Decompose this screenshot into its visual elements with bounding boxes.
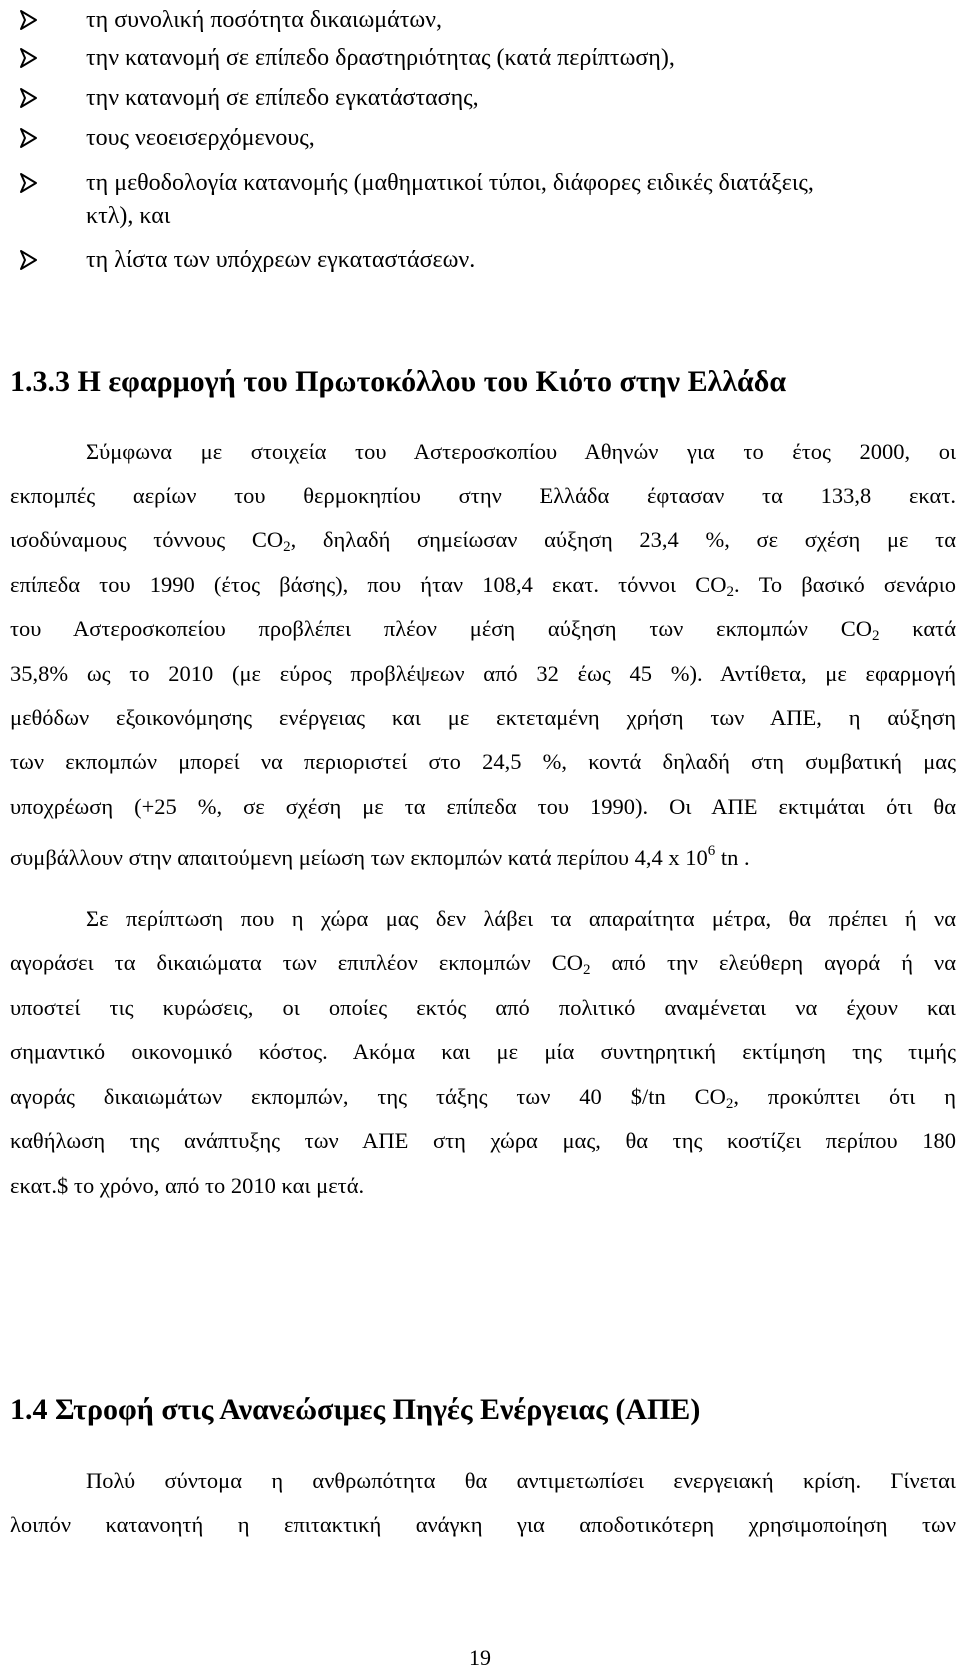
paragraph-line: του Αστεροσκοπείου προβλέπει πλέον μέση αύξηση των εκπομπών $CO_2$ κατά: [10, 616, 957, 644]
paragraph-line: 35,8% ως το 2010 (με εύρος προβλέψεων από 32 έως 45 %). Αντίθετα, με εφαρμογή: [10, 661, 956, 686]
paragraph-line: υποχρέωση (+25 %, σε σχέση με τα επίπεδα του 1990). Οι ΑΠΕ εκτιμάται ότι θα: [10, 794, 956, 819]
paragraph-line: των εκπομπών μπορεί να περιοριστεί στο 24,5 %, κοντά δηλαδή στη συμβατική μας: [10, 749, 956, 774]
paragraph-line: Σύμφωνα με στοιχεία του Αστεροσκοπίου Αθηνών για το έτος 2000, οι: [86, 439, 956, 464]
arrowhead-bullet-icon: [14, 163, 44, 203]
paragraph-line: εκπομπές αερίων του θερμοκηπίου στην Ελλάδα έφτασαν τα 133,8 εκατ.: [10, 483, 956, 508]
paragraph-line: σημαντικό οικονομικό κόστος. Ακόμα και με μία συντηρητική εκτίμηση της τιμής: [10, 1039, 956, 1064]
paragraph-line: ισοδύναμους τόννους $CO_2$, δηλαδή σημείωσαν αύξηση 23,4 %, σε σχέση με τα: [10, 527, 956, 555]
paragraph-line: αγοράς δικαιωμάτων εκπομπών, της τάξης των 40 $/tn $CO_2$, προκύπτει ότι η: [10, 1084, 956, 1112]
arrowhead-bullet-icon: [14, 0, 44, 40]
page-number: 19: [469, 1645, 491, 1670]
paragraph-line: μεθόδων εξοικονόμησης ενέργειας και με εκτεταμένη χρήση των ΑΠΕ, η αύξηση: [10, 705, 956, 730]
bullet-text: τη μεθοδολογία κατανομής (μαθηματικοί τύποι, διάφορες ειδικές διατάξεις,: [86, 170, 814, 196]
paragraph-line: υποστεί τις κυρώσεις, οι οποίες εκτός από πολιτικό αναμένεται να έχουν και: [10, 995, 956, 1020]
bullet-text: κτλ), και: [86, 203, 171, 229]
paragraph-line: αγοράσει τα δικαιώματα των επιπλέον εκπομπών $CO_2$ από την ελεύθερη αγορά ή να: [10, 950, 956, 978]
bullet-text: τη λίστα των υπόχρεων εγκαταστάσεων.: [86, 247, 476, 273]
arrowhead-bullet-icon: [14, 118, 44, 158]
section-heading-1-3-3: 1.3.3 Η εφαρμογή του Πρωτοκόλλου του Κιότο στην Ελλάδα: [10, 365, 787, 398]
bullet-text: την κατανομή σε επίπεδο εγκατάστασης,: [86, 85, 479, 111]
section-heading-1-4: 1.4 Στροφή στις Ανανεώσιμες Πηγές Ενέργειας (ΑΠΕ): [10, 1393, 701, 1426]
paragraph-line: επίπεδα του 1990 (έτος βάσης), που ήταν 108,4 εκατ. τόννοι $CO_2$. Το βασικό σενάριο: [10, 572, 957, 600]
paragraph-line: Σε περίπτωση που η χώρα μας δεν λάβει τα απαραίτητα μέτρα, θα πρέπει ή να: [86, 906, 956, 931]
paragraph-line: Πολύ σύντομα η ανθρωπότητα θα αντιμετωπίσει ενεργειακή κρίση. Γίνεται: [86, 1468, 956, 1493]
paragraph-line: συμβάλλουν στην απαιτούμενη μείωση των εκπομπών κατά περίπου 4,4 x $10^6$ tn .: [10, 843, 750, 870]
bullet-text: την κατανομή σε επίπεδο δραστηριότητας (κατά περίπτωση),: [86, 45, 675, 71]
arrowhead-bullet-icon: [14, 78, 44, 118]
bullet-text: τους νεοεισερχόμενους,: [86, 125, 315, 151]
bullet-text: τη συνολική ποσότητα δικαιωμάτων,: [86, 7, 442, 33]
paragraph-line: καθήλωση της ανάπτυξης των ΑΠΕ στη χώρα μας, θα της κοστίζει περίπου 180: [10, 1128, 956, 1153]
arrowhead-bullet-icon: [14, 38, 44, 78]
paragraph-line: εκατ.$ το χρόνο, από το 2010 και μετά.: [10, 1173, 365, 1198]
arrowhead-bullet-icon: [14, 240, 44, 280]
paragraph-line: λοιπόν κατανοητή η επιτακτική ανάγκη για αποδοτικότερη χρησιμοποίηση των: [10, 1512, 956, 1537]
